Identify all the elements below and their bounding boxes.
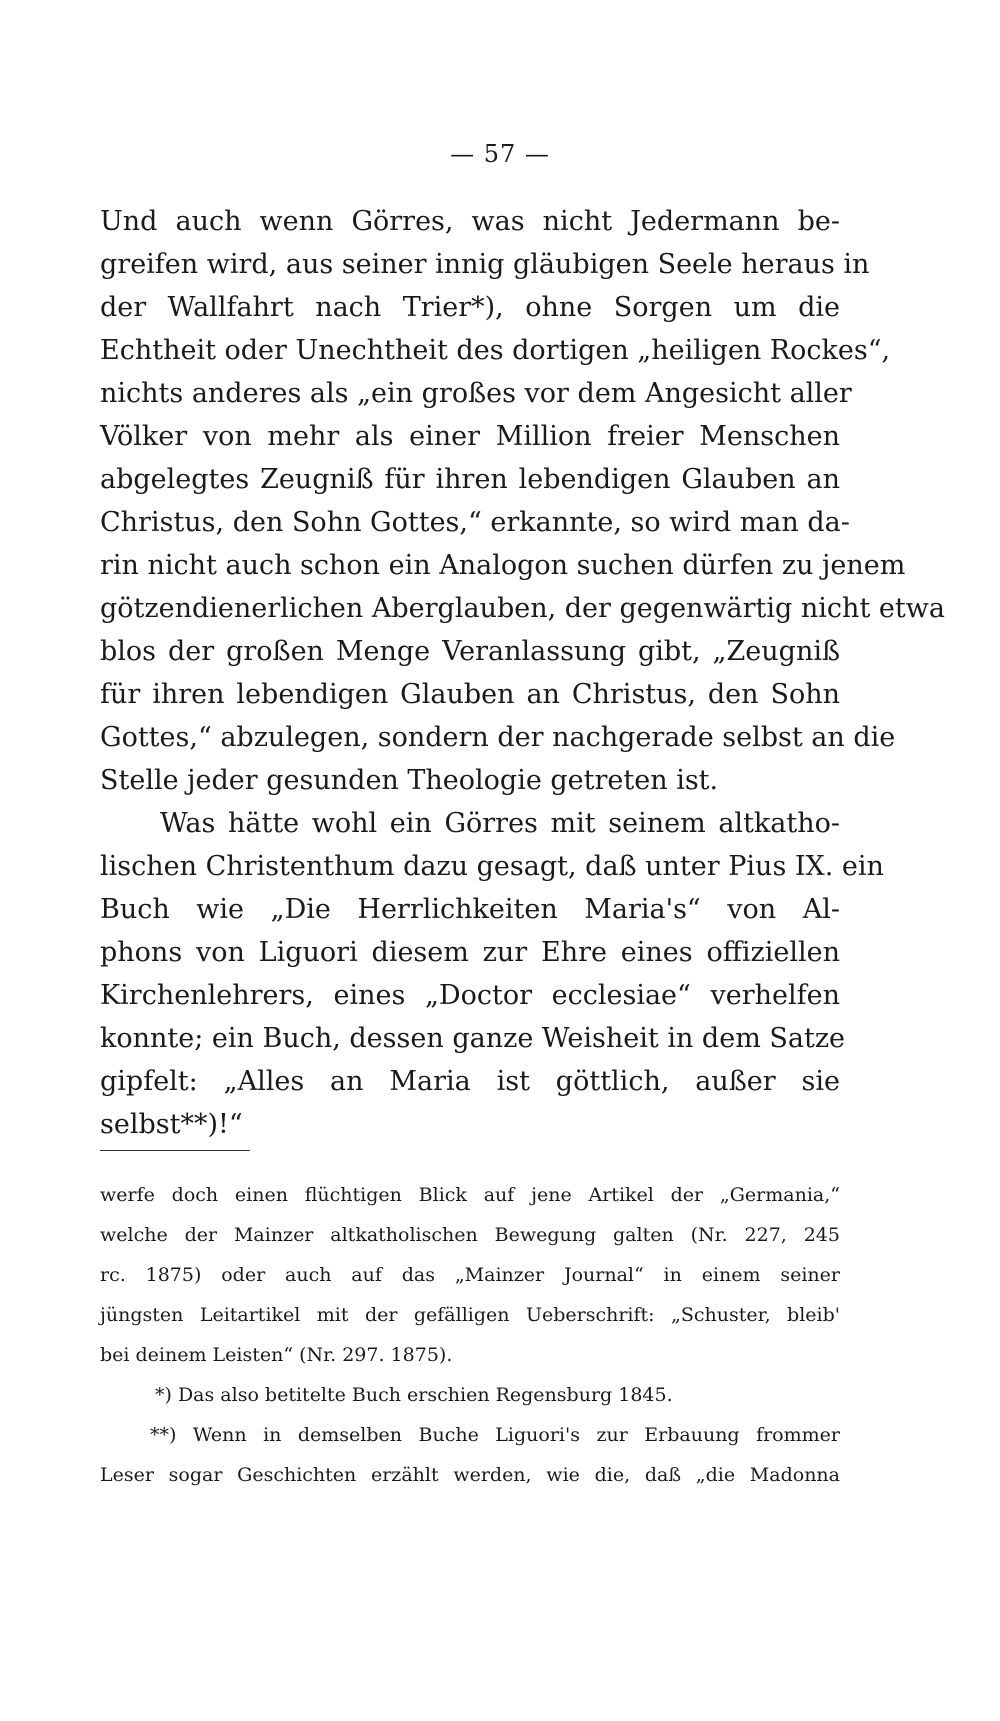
text-line: rin nicht auch schon ein Analogon suchen dürfen zu jenem: [100, 550, 906, 581]
text-line: Gottes,“ abzulegen, sondern der nachgerade selbst an die: [100, 722, 896, 753]
text-line: Christus, den Sohn Gottes,“ erkannte, so wird man da-: [100, 507, 850, 538]
footnote-separator: [100, 1150, 250, 1151]
footnote-line: rc. 1875) oder auch auf das „Mainzer Journal“ in einem seiner: [100, 1264, 840, 1286]
footnote-line: Leser sogar Geschichten erzählt werden, wie die, daß „die Madonna: [100, 1464, 840, 1486]
page-number: — 57 —: [450, 140, 550, 168]
text-line: Völker von mehr als einer Million freier Menschen: [100, 421, 840, 452]
footnote-line: jüngsten Leitartikel mit der gefälligen Ueberschrift: „Schuster, bleib': [100, 1304, 840, 1326]
text-line: der Wallfahrt nach Trier*), ohne Sorgen um die: [100, 292, 840, 323]
text-line: gipfelt: „Alles an Maria ist göttlich, außer sie: [100, 1066, 840, 1097]
text-line: Und auch wenn Görres, was nicht Jedermann be-: [100, 206, 840, 237]
text-line: Kirchenlehrers, eines „Doctor ecclesiae“ verhelfen: [100, 980, 840, 1011]
text-line: blos der großen Menge Veranlassung gibt, „Zeugniß: [100, 636, 840, 667]
main-text: [100, 200, 945, 1146]
footnote-line: welche der Mainzer altkatholischen Bewegung galten (Nr. 227, 245: [100, 1224, 840, 1246]
text-line: Was hätte wohl ein Görres mit seinem altkatho-: [160, 808, 840, 839]
text-line: götzendienerlichen Aberglauben, der gegenwärtig nicht etwa: [100, 593, 945, 624]
text-line: für ihren lebendigen Glauben an Christus, den Sohn: [100, 679, 840, 710]
footnote-line: bei deinem Leisten“ (Nr. 297. 1875).: [100, 1344, 453, 1366]
text-line: greifen wird, aus seiner innig gläubigen Seele heraus in: [100, 249, 870, 280]
footnote-line: **) Wenn in demselben Buche Liguori's zur Erbauung frommer: [150, 1424, 840, 1446]
text-line: selbst**)!“: [100, 1109, 243, 1140]
text-line: Echtheit oder Unechtheit des dortigen „heiligen Rockes“,: [100, 335, 891, 366]
text-line: Buch wie „Die Herrlichkeiten Maria's“ von Al-: [100, 894, 840, 925]
text-line: phons von Liguori diesem zur Ehre eines offiziellen: [100, 937, 840, 968]
text-line: konnte; ein Buch, dessen ganze Weisheit in dem Satze: [100, 1023, 846, 1054]
footnotes: [100, 1175, 840, 1495]
footnote-line: *) Das also betitelte Buch erschien Regensburg 1845.: [155, 1384, 673, 1406]
text-line: nichts anderes als „ein großes vor dem Angesicht aller: [100, 378, 852, 409]
text-line: Stelle jeder gesunden Theologie getreten ist.: [100, 765, 719, 796]
footnote-line: werfe doch einen flüchtigen Blick auf jene Artikel der „Germania,“: [100, 1184, 840, 1206]
text-line: abgelegtes Zeugniß für ihren lebendigen Glauben an: [100, 464, 840, 495]
text-line: lischen Christenthum dazu gesagt, daß unter Pius IX. ein: [100, 851, 884, 882]
